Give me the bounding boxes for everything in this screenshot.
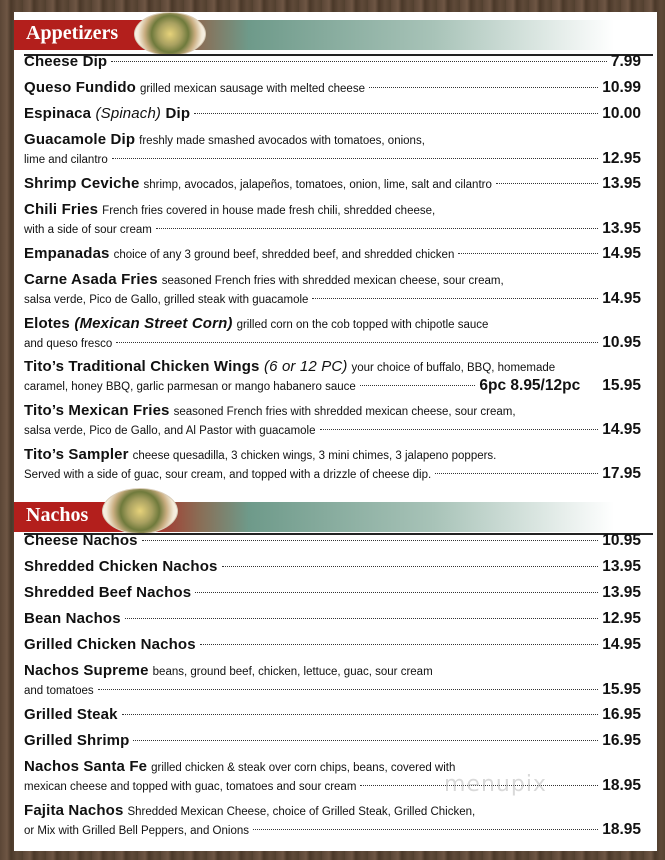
item-description: French fries covered in house made fresh chili, shredded cheese, xyxy=(102,205,436,217)
dot-leader xyxy=(222,566,599,567)
item-name: Grilled Chicken Nachos xyxy=(24,636,196,653)
item-price: 14.95 xyxy=(602,421,641,438)
item-name: Nachos Supreme xyxy=(24,662,149,679)
item-line xyxy=(24,79,641,98)
item-name: Shredded Beef Nachos xyxy=(24,584,192,601)
item-line xyxy=(24,636,641,655)
dot-leader xyxy=(111,61,607,62)
item-name: Cheese Nachos xyxy=(24,532,138,549)
menu-item xyxy=(24,584,641,603)
dot-leader xyxy=(200,644,599,645)
item-description: Shredded Mexican Cheese, choice of Grilled Steak, Grilled Chicken, xyxy=(127,806,476,818)
item-line xyxy=(24,105,641,124)
item-description: freshly made smashed avocados with tomatoes, onions, xyxy=(139,135,425,147)
dot-leader xyxy=(98,689,599,690)
item-description: mexican cheese and topped with guac, tomatoes and sour cream xyxy=(24,781,357,793)
menu-item xyxy=(24,610,641,629)
item-line xyxy=(24,681,641,700)
item-price: 10.95 xyxy=(602,334,641,351)
item-description: grilled corn on the cob topped with chipotle sauce xyxy=(236,319,489,331)
item-line xyxy=(24,777,641,796)
item-name: Fajita Nachos xyxy=(24,802,124,819)
item-description: grilled mexican sausage with melted cheese xyxy=(139,83,365,95)
menu-item xyxy=(24,315,641,353)
item-line xyxy=(24,131,641,150)
item-name: Shredded Chicken Nachos xyxy=(24,558,218,575)
item-price: 10.95 xyxy=(602,532,641,549)
dot-leader xyxy=(435,473,598,474)
menu-page xyxy=(14,12,657,851)
menu-item xyxy=(24,79,641,98)
dot-leader xyxy=(369,87,598,88)
menu-item xyxy=(24,105,641,124)
item-name: Grilled Steak xyxy=(24,706,118,723)
item-description: beans, ground beef, chicken, lettuce, guac, sour cream xyxy=(152,666,433,678)
item-name: Queso Fundido xyxy=(24,79,136,96)
item-name: (Spinach) xyxy=(95,105,162,122)
item-name: Tito’s Mexican Fries xyxy=(24,402,170,419)
dot-leader xyxy=(125,618,599,619)
item-name: Chili Fries xyxy=(24,201,99,218)
item-line xyxy=(24,358,641,377)
item-sub-price: 6pc 8.95/12pc xyxy=(479,377,581,394)
menu-item xyxy=(24,131,641,169)
item-line xyxy=(24,290,641,309)
item-description: or Mix with Grilled Bell Peppers, and Onions xyxy=(24,825,249,837)
dot-leader xyxy=(312,298,598,299)
item-price: 15.95 xyxy=(602,681,641,698)
item-line xyxy=(24,465,641,484)
item-line xyxy=(24,271,641,290)
item-line xyxy=(24,150,641,169)
item-price: 18.95 xyxy=(602,821,641,838)
dot-leader xyxy=(142,540,599,541)
dot-leader xyxy=(496,183,598,184)
item-description: caramel, honey BBQ, garlic parmesan or mango habanero sauce xyxy=(24,381,356,393)
item-price: 17.95 xyxy=(602,465,641,482)
menu-item xyxy=(24,636,641,655)
item-name: Tito’s Traditional Chicken Wings xyxy=(24,358,260,375)
item-line xyxy=(24,315,641,334)
item-description: and queso fresco xyxy=(24,338,113,350)
item-name: Cheese Dip xyxy=(24,53,108,70)
item-price: 18.95 xyxy=(602,777,641,794)
item-line xyxy=(24,245,641,264)
item-description: grilled chicken & steak over corn chips, beans, covered with xyxy=(151,762,456,774)
item-name: Dip xyxy=(165,105,191,122)
dot-leader xyxy=(122,714,599,715)
item-description: shrimp, avocados, jalapeños, tomatoes, onion, lime, salt and cilantro xyxy=(143,179,492,191)
item-name: Espinaca xyxy=(24,105,92,122)
item-line xyxy=(24,584,641,603)
nachos-plate-image xyxy=(102,488,178,534)
item-price: 13.95 xyxy=(602,558,641,575)
item-line xyxy=(24,377,641,396)
item-price: 14.95 xyxy=(602,245,641,262)
item-line xyxy=(24,402,641,421)
item-price: 15.95 xyxy=(602,377,641,394)
item-line xyxy=(24,758,641,777)
item-name: Empanadas xyxy=(24,245,110,262)
dot-leader xyxy=(195,592,598,593)
item-description: salsa verde, Pico de Gallo, grilled steak with guacamole xyxy=(24,294,309,306)
dot-leader xyxy=(458,253,598,254)
item-line xyxy=(24,610,641,629)
watermark: menupix xyxy=(444,772,547,797)
item-name: Shrimp Ceviche xyxy=(24,175,140,192)
item-name: Elotes xyxy=(24,315,70,332)
item-price: 14.95 xyxy=(602,290,641,307)
item-name: (Mexican Street Corn) xyxy=(74,315,233,332)
item-description: seasoned French fries with shredded mexican cheese, sour cream, xyxy=(173,406,516,418)
item-description: choice of any 3 ground beef, shredded beef, and shredded chicken xyxy=(113,249,455,261)
menu-item xyxy=(24,358,641,396)
menu-item xyxy=(24,732,641,751)
menu-item xyxy=(24,532,641,551)
menu-item xyxy=(24,802,641,840)
item-line xyxy=(24,421,641,440)
dot-leader xyxy=(320,429,599,430)
item-line xyxy=(24,532,641,551)
section-title: Nachos xyxy=(26,504,89,526)
item-price: 14.95 xyxy=(602,636,641,653)
dot-leader xyxy=(360,385,476,386)
item-description: salsa verde, Pico de Gallo, and Al Pastor with guacamole xyxy=(24,425,316,437)
dot-leader xyxy=(116,342,598,343)
item-price: 12.95 xyxy=(602,610,641,627)
item-description: and tomatoes xyxy=(24,685,94,697)
item-line xyxy=(24,220,641,239)
item-name: Carne Asada Fries xyxy=(24,271,158,288)
item-price: 16.95 xyxy=(602,732,641,749)
guacamole-dish-image xyxy=(134,12,206,56)
menu-item xyxy=(24,446,641,484)
dot-leader xyxy=(133,740,598,741)
item-name: Tito’s Sampler xyxy=(24,446,129,463)
item-price: 12.95 xyxy=(602,150,641,167)
item-line xyxy=(24,53,641,72)
item-line xyxy=(24,662,641,681)
item-line xyxy=(24,706,641,725)
menu-item xyxy=(24,175,641,194)
menu-item xyxy=(24,558,641,577)
item-description: your choice of buffalo, BBQ, homemade xyxy=(351,362,556,374)
item-line xyxy=(24,558,641,577)
item-name: Grilled Shrimp xyxy=(24,732,130,749)
menu-item xyxy=(24,706,641,725)
menu-item xyxy=(24,53,641,72)
dot-leader xyxy=(253,829,598,830)
appetizers-header xyxy=(14,20,657,50)
item-line xyxy=(24,201,641,220)
section-title: Appetizers xyxy=(26,22,119,44)
item-description: cheese quesadilla, 3 chicken wings, 3 mini chimes, 3 jalapeno poppers. xyxy=(132,450,497,462)
item-name: Nachos Santa Fe xyxy=(24,758,148,775)
item-description: lime and cilantro xyxy=(24,154,108,166)
item-line xyxy=(24,821,641,840)
item-price: 13.95 xyxy=(602,175,641,192)
menu-item xyxy=(24,758,641,796)
dot-leader xyxy=(156,228,598,229)
item-description: with a side of sour cream xyxy=(24,224,152,236)
menu-item xyxy=(24,245,641,264)
item-line xyxy=(24,334,641,353)
item-name: (6 or 12 PC) xyxy=(263,358,348,375)
item-line xyxy=(24,732,641,751)
item-price: 13.95 xyxy=(602,584,641,601)
item-price: 10.99 xyxy=(602,79,641,96)
item-line xyxy=(24,446,641,465)
item-price: 13.95 xyxy=(602,220,641,237)
menu-item xyxy=(24,271,641,309)
item-name: Bean Nachos xyxy=(24,610,121,627)
dot-leader xyxy=(112,158,598,159)
item-price: 10.00 xyxy=(602,105,641,122)
item-description: seasoned French fries with shredded mexican cheese, sour cream, xyxy=(161,275,504,287)
item-price: 16.95 xyxy=(602,706,641,723)
item-name: Guacamole Dip xyxy=(24,131,136,148)
menu-item xyxy=(24,201,641,239)
item-description: Served with a side of guac, sour cream, and topped with a drizzle of cheese dip. xyxy=(24,469,432,481)
menu-item xyxy=(24,402,641,440)
item-line xyxy=(24,802,641,821)
dot-leader xyxy=(194,113,598,114)
item-line xyxy=(24,175,641,194)
menu-item xyxy=(24,662,641,700)
item-price: 7.99 xyxy=(610,53,641,70)
